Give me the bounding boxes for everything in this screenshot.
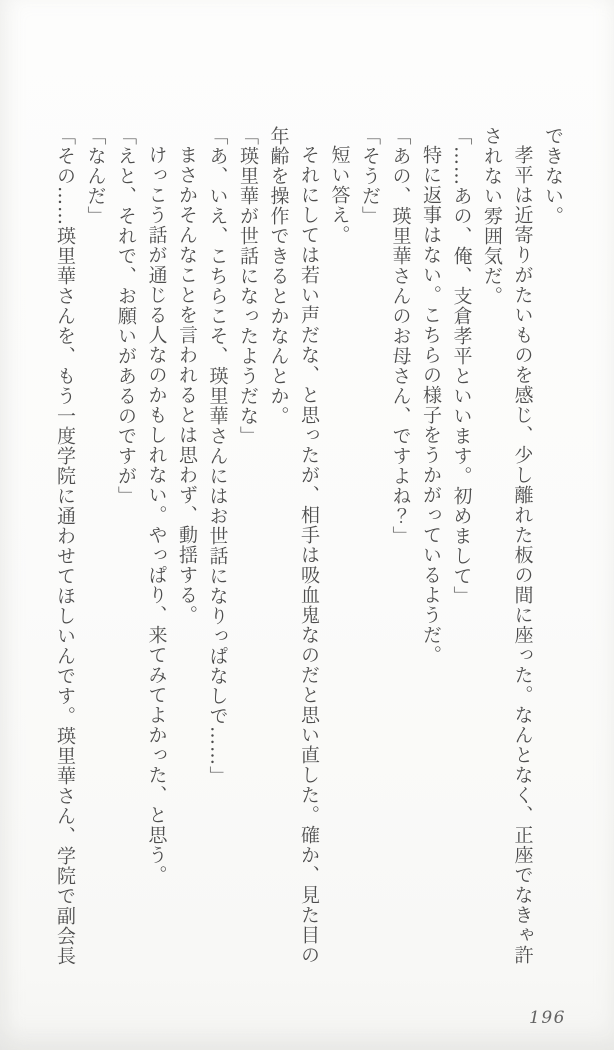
paragraph-dialogue: 「瑛里華が世話になったようだな」	[237, 126, 259, 446]
paragraph: けっこう話が通じる人なのかもしれない。やっぱり、来てみてよかった、と思う。	[145, 145, 168, 885]
paragraph-dialogue: 「その……瑛里華さんを、もう一度学院に通わせてほしいんです。瑛里華さん、学院で副会長	[54, 126, 76, 966]
paragraph: 孝平は近寄りがたいものを感じ、少し離れた板の間に座った。なんとなく、正座でなきゃ許されない雰囲気だ。	[481, 126, 534, 965]
paragraph: 特に返事はない。こちらの様子をうかがっているようだ。	[420, 145, 442, 665]
page-number: 196	[529, 1008, 566, 1028]
paragraph: それにしては若い声だな、と思ったが、相手は吸血鬼なのだと思い直した。確か、見た目の年齢を操作できるとかなんとか。	[267, 126, 320, 965]
paragraph-dialogue: 「あの、瑛里華さんのお母さん、ですよね？」	[389, 126, 412, 546]
paragraph-dialogue: 「えと、それで、お願いがあるのですが」	[115, 126, 137, 506]
paragraph-dialogue: 「……あの、俺、支倉孝平といいます。初めまして」	[450, 126, 473, 606]
paragraph-dialogue: 「そうだ」	[359, 126, 381, 226]
paragraph-dialogue: 「あ、いえ、こちらこそ、瑛里華さんにはお世話になりっぱなしで……」	[206, 126, 229, 786]
paragraph: まさかそんなことを言われるとは思わず、動揺する。	[176, 145, 198, 625]
paragraph-dialogue: 「なんだ」	[84, 126, 107, 226]
vertical-text-block	[46, 126, 568, 968]
paragraph: 短い答え。	[328, 145, 351, 245]
paragraph: できない。	[542, 126, 564, 226]
